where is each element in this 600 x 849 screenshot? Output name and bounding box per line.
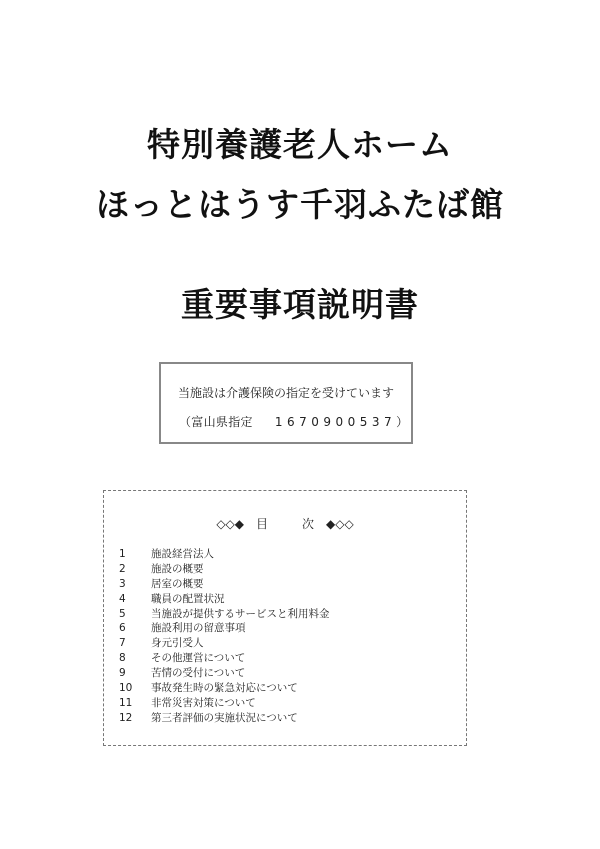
- toc-item: [119, 681, 330, 696]
- toc-list: [119, 547, 330, 726]
- toc-item-label: 施設利用の留意事項: [151, 622, 246, 635]
- toc-item-label: 非常災害対策について: [151, 696, 256, 709]
- toc-item: [119, 607, 330, 622]
- toc-item-label: 身元引受人: [151, 637, 204, 650]
- toc-item-number: 12: [119, 711, 133, 724]
- toc-item-number: 6: [119, 622, 126, 635]
- designation-notice-text: 当施設は介護保険の指定を受けています: [177, 386, 394, 400]
- toc-item-number: 2: [119, 562, 126, 575]
- toc-item-label: その他運営について: [151, 652, 246, 665]
- toc-item-label: 施設経営法人: [151, 548, 214, 560]
- toc-item-number: 5: [119, 607, 126, 620]
- toc-item-label: 施設の概要: [151, 562, 204, 575]
- designation-notice-box: [159, 362, 413, 444]
- toc-heading-right: 次 ◆◇◇: [302, 517, 354, 531]
- toc-item-number: 4: [119, 592, 126, 605]
- document-title: 重要事項説明書: [181, 285, 419, 324]
- toc-item-number: 1: [119, 548, 126, 560]
- designation-number-line: [179, 413, 413, 430]
- toc-item-label: 苦情の受付について: [151, 667, 246, 680]
- facility-name-title: ほっとはうす千羽ふたば館: [96, 185, 504, 224]
- designation-prefix: （富山県指定: [179, 415, 253, 429]
- toc-item-label: 事故発生時の緊急対応について: [151, 682, 298, 695]
- toc-item-number: 8: [119, 652, 126, 665]
- toc-item: [119, 696, 330, 711]
- toc-item-number: 11: [119, 696, 133, 709]
- toc-item: [119, 621, 330, 636]
- designation-number: 1670900537）: [274, 415, 413, 429]
- toc-item-number: 10: [119, 682, 133, 695]
- table-of-contents-box: [103, 490, 467, 746]
- toc-item: [119, 577, 330, 592]
- toc-item-label: 第三者評価の実施状況について: [151, 711, 298, 724]
- toc-item-number: 9: [119, 667, 126, 680]
- toc-item: [119, 547, 330, 562]
- toc-item-label: 居室の概要: [151, 577, 204, 590]
- facility-type-title: 特別養護老人ホーム: [147, 125, 453, 164]
- toc-item: [119, 636, 330, 651]
- toc-heading-left: ◇◇◆ 目: [216, 517, 268, 531]
- toc-item-label: 職員の配置状況: [151, 592, 225, 605]
- toc-item: [119, 562, 330, 577]
- toc-item: [119, 651, 330, 666]
- toc-item: [119, 666, 330, 681]
- toc-heading: [104, 515, 466, 532]
- toc-item-number: 7: [119, 637, 126, 650]
- toc-item: [119, 711, 330, 726]
- toc-item-number: 3: [119, 577, 126, 590]
- toc-item: [119, 592, 330, 607]
- toc-item-label: 当施設が提供するサービスと利用料金: [151, 607, 330, 620]
